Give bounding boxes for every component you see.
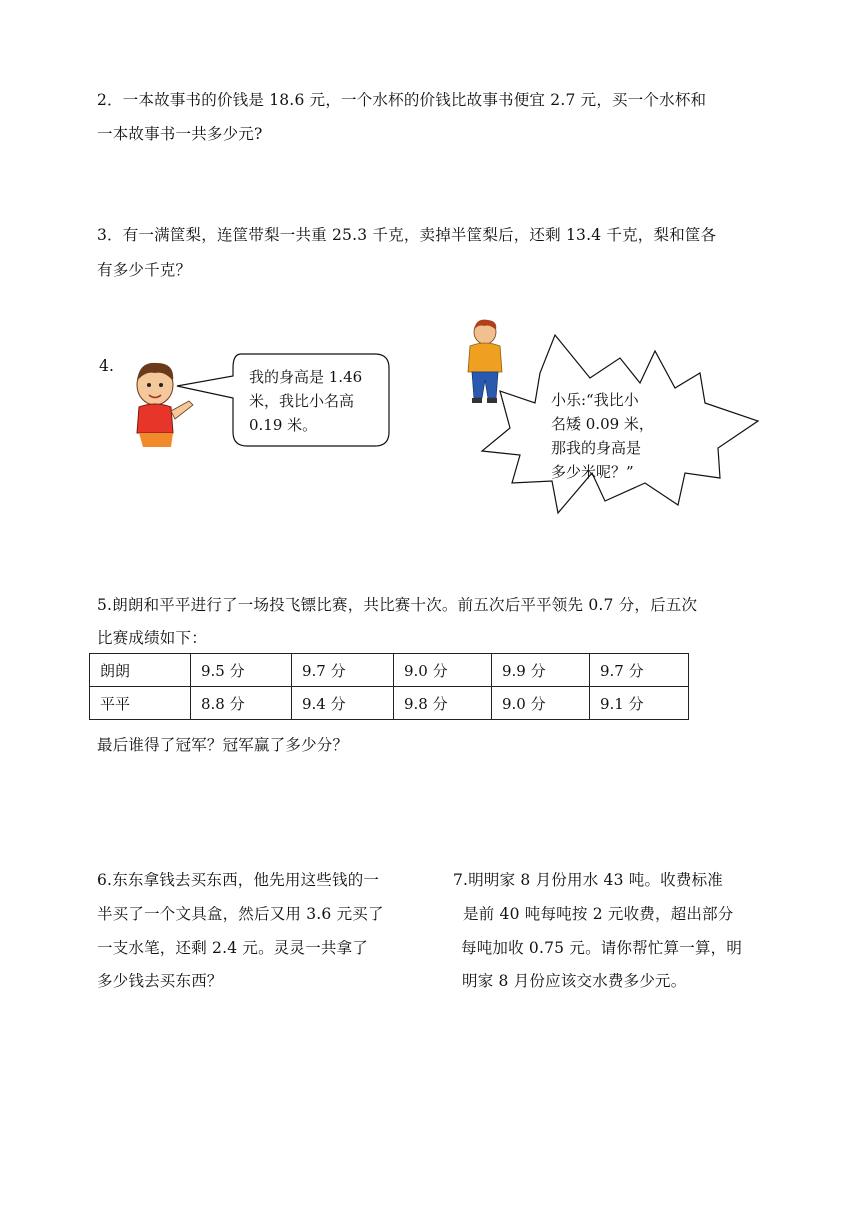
q6-line3: 一支水笔，还剩 2.4 元。灵灵一共拿了 xyxy=(97,939,369,957)
q3-line2: 有多少千克？ xyxy=(97,261,192,279)
q7-line2: 是前 40 吨每吨按 2 元收费，超出部分 xyxy=(463,905,734,923)
score-table xyxy=(89,653,689,720)
q2-line1: 2．一本故事书的价钱是 18.6 元，一个水杯的价钱比故事书便宜 2.7 元，买一个水杯和 xyxy=(97,91,707,109)
q2-line2: 一本故事书一共多少元? xyxy=(97,125,263,143)
table-cell: 9.9 分 xyxy=(492,654,590,687)
table-cell: 平平 xyxy=(90,687,191,720)
q4-number: 4. xyxy=(99,357,115,375)
table-cell: 9.0 分 xyxy=(394,654,492,687)
q7-line4: 明家 8 月份应该交水费多少元。 xyxy=(462,972,687,990)
table-cell: 朗朗 xyxy=(90,654,191,687)
table-row xyxy=(90,687,689,720)
speech-bubble-text: 我的身高是 1.46 米，我比小名高 0.19 米。 xyxy=(249,368,363,434)
q3-line1: 3．有一满筐梨，连筐带梨一共重 25.3 千克，卖掉半筐梨后，还剩 13.4 千克，梨和筐各 xyxy=(97,226,717,244)
q5-line2: 比赛成绩如下： xyxy=(97,629,207,647)
q5-line1: 5.朗朗和平平进行了一场投飞镖比赛，共比赛十次。前五次后平平领先 0.7 分，后五次 xyxy=(97,596,698,614)
table-cell: 9.1 分 xyxy=(590,687,689,720)
table-cell: 9.5 分 xyxy=(191,654,292,687)
q6-line2: 半买了一个文具盒，然后又用 3.6 元买了 xyxy=(97,905,384,923)
q7-line1: 7.明明家 8 月份用水 43 吨。收费标准 xyxy=(453,871,723,889)
table-cell: 9.4 分 xyxy=(292,687,394,720)
table-cell: 8.8 分 xyxy=(191,687,292,720)
table-cell: 9.7 分 xyxy=(590,654,689,687)
q5-after: 最后谁得了冠军？冠军赢了多少分？ xyxy=(97,736,349,754)
q6-line4: 多少钱去买东西？ xyxy=(97,972,223,990)
table-row xyxy=(90,654,689,687)
q6-line1: 6.东东拿钱去买东西，他先用这些钱的一 xyxy=(97,871,380,889)
burst-bubble-text: 小乐:“我比小 名矮 0.09 米， 那我的身高是 多少米呢？” xyxy=(551,391,654,481)
table-cell: 9.8 分 xyxy=(394,687,492,720)
table-cell: 9.0 分 xyxy=(492,687,590,720)
q7-line3: 每吨加收 0.75 元。请你帮忙算一算，明 xyxy=(461,939,743,957)
table-cell: 9.7 分 xyxy=(292,654,394,687)
